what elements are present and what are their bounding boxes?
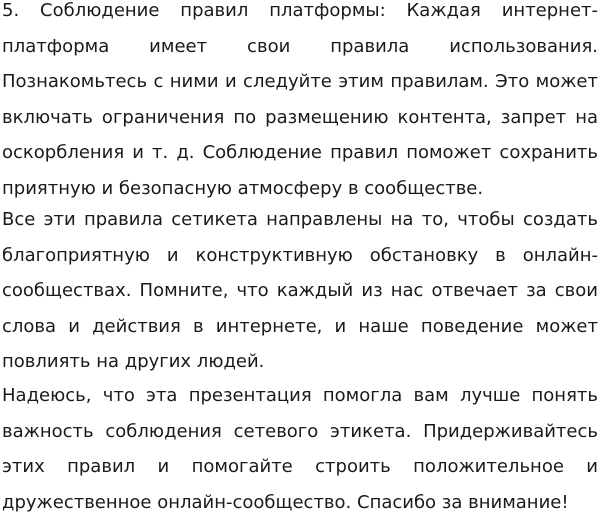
paragraph-platform-rules: 5. Соблюдение правил платформы: Каждая интернет-платформа имеет свои правила использования. Познакомьтесь с ними и следуйте этим правилам. Это может включать ограничения по размещению контента, запрет на оскорбления и т. д. Соблюдение правил поможет сохранить приятную и безопасную атмосферу в сообществе. — [2, 0, 598, 199]
paragraph-netiquette-summary: Все эти правила сетикета направлены на то, чтобы создать благоприятную и конструктивную обстановку в онлайн-сообществах. Помните, что каждый из нас отвечает за свои слова и действия в интернете, и наше поведение может повлиять на других людей. — [2, 209, 598, 372]
paragraph-closing: Надеюсь, что эта презентация помогла вам лучше понять важность соблюдения сетевого этикета. Придерживайтесь этих правил и помогайте строить положительное и дружественное онлайн-сообщество. Спасибо за внимание! — [2, 385, 598, 513]
